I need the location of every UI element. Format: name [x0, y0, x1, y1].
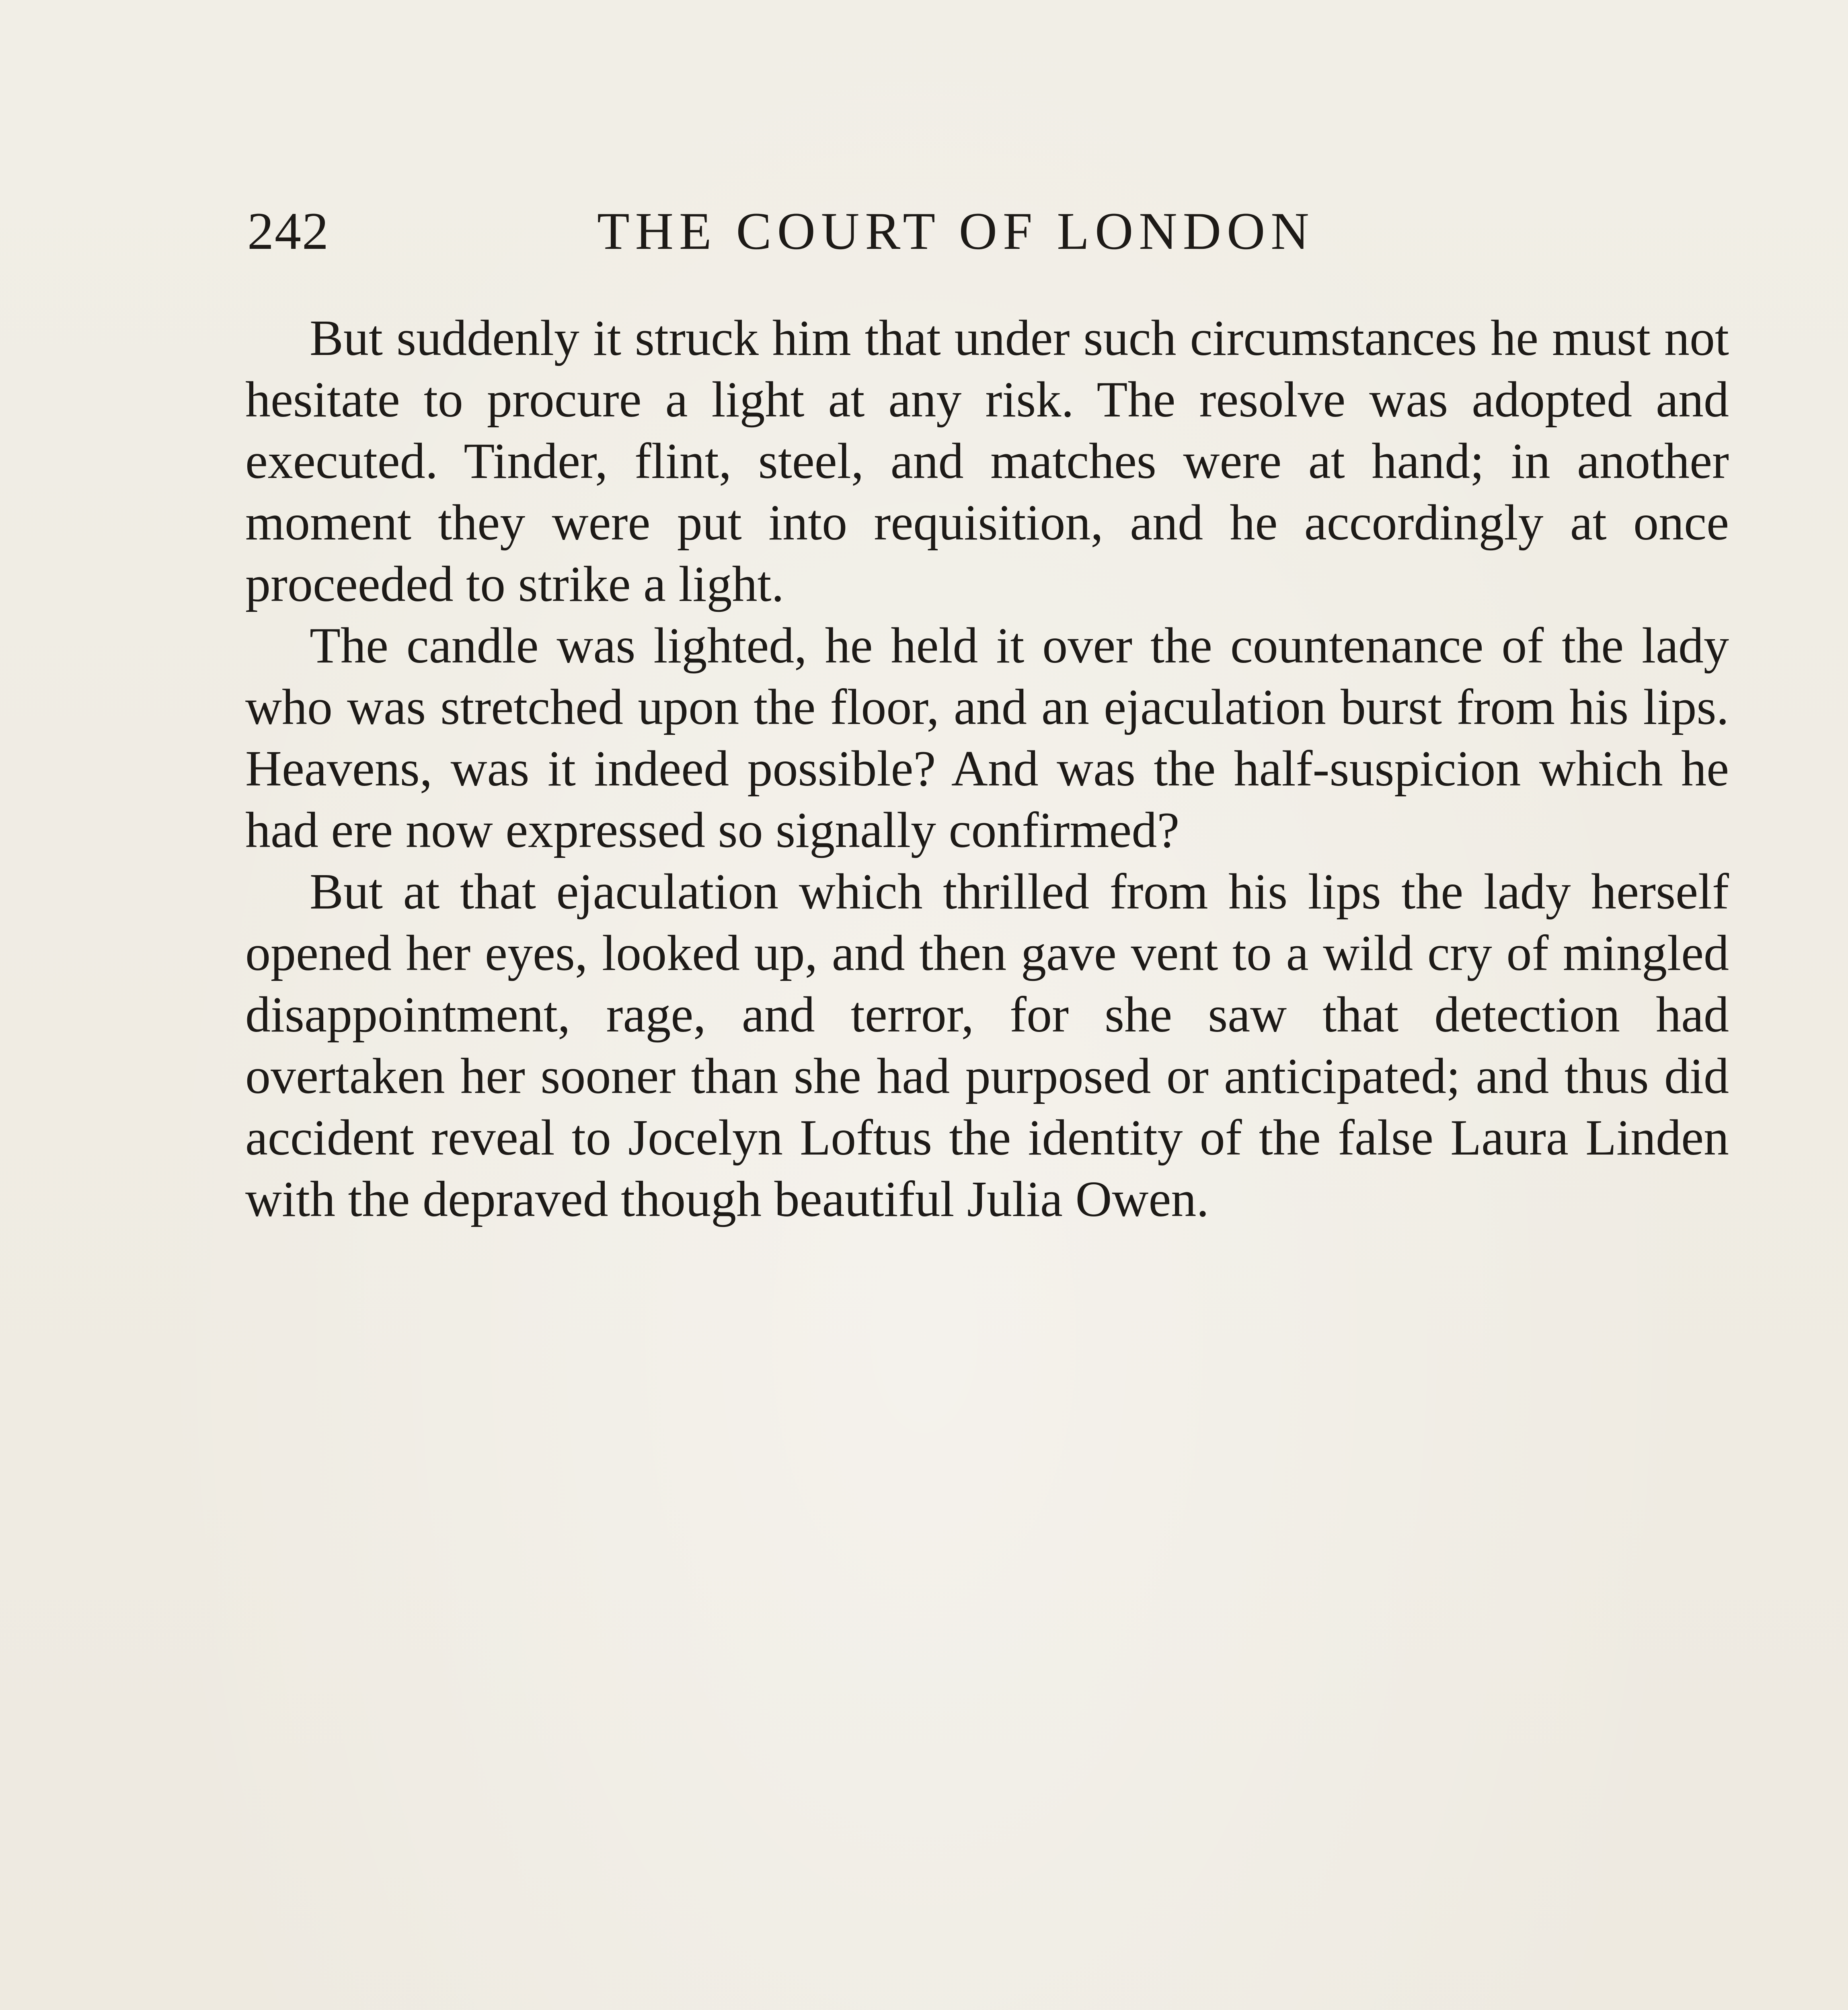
body-text	[245, 308, 1729, 1230]
page-number: 242	[247, 201, 329, 260]
page-header	[247, 197, 1401, 265]
paragraph: The candle was lighted, he held it over the countenance of the lady who was stretched upon the floor, and an ejaculation burst from his lips. Heavens, was it indeed possible? And was the half-suspicion which he had ere now expressed so signally confirmed?	[245, 618, 1729, 858]
paragraph: But suddenly it struck him that under such circumstances he must not hesitate to procure a light at any risk. The resolve was adopted and executed. Tinder, flint, steel, and matches were at hand; in another moment they were put into requisition, and he accordingly at once proceeded to strike a light.	[245, 310, 1729, 612]
running-head: THE COURT OF LONDON	[597, 201, 1315, 260]
paragraph: But at that ejaculation which thrilled from his lips the lady herself opened her eyes, looked up, and then gave vent to a wild cry of mingled disappointment, rage, and terror, for she saw that detection had overtaken her sooner than she had purposed or anticipated; and thus did accident reveal to Jocelyn Loftus the identity of the false Laura Linden with the depraved though beautiful Julia Owen.	[245, 864, 1729, 1227]
